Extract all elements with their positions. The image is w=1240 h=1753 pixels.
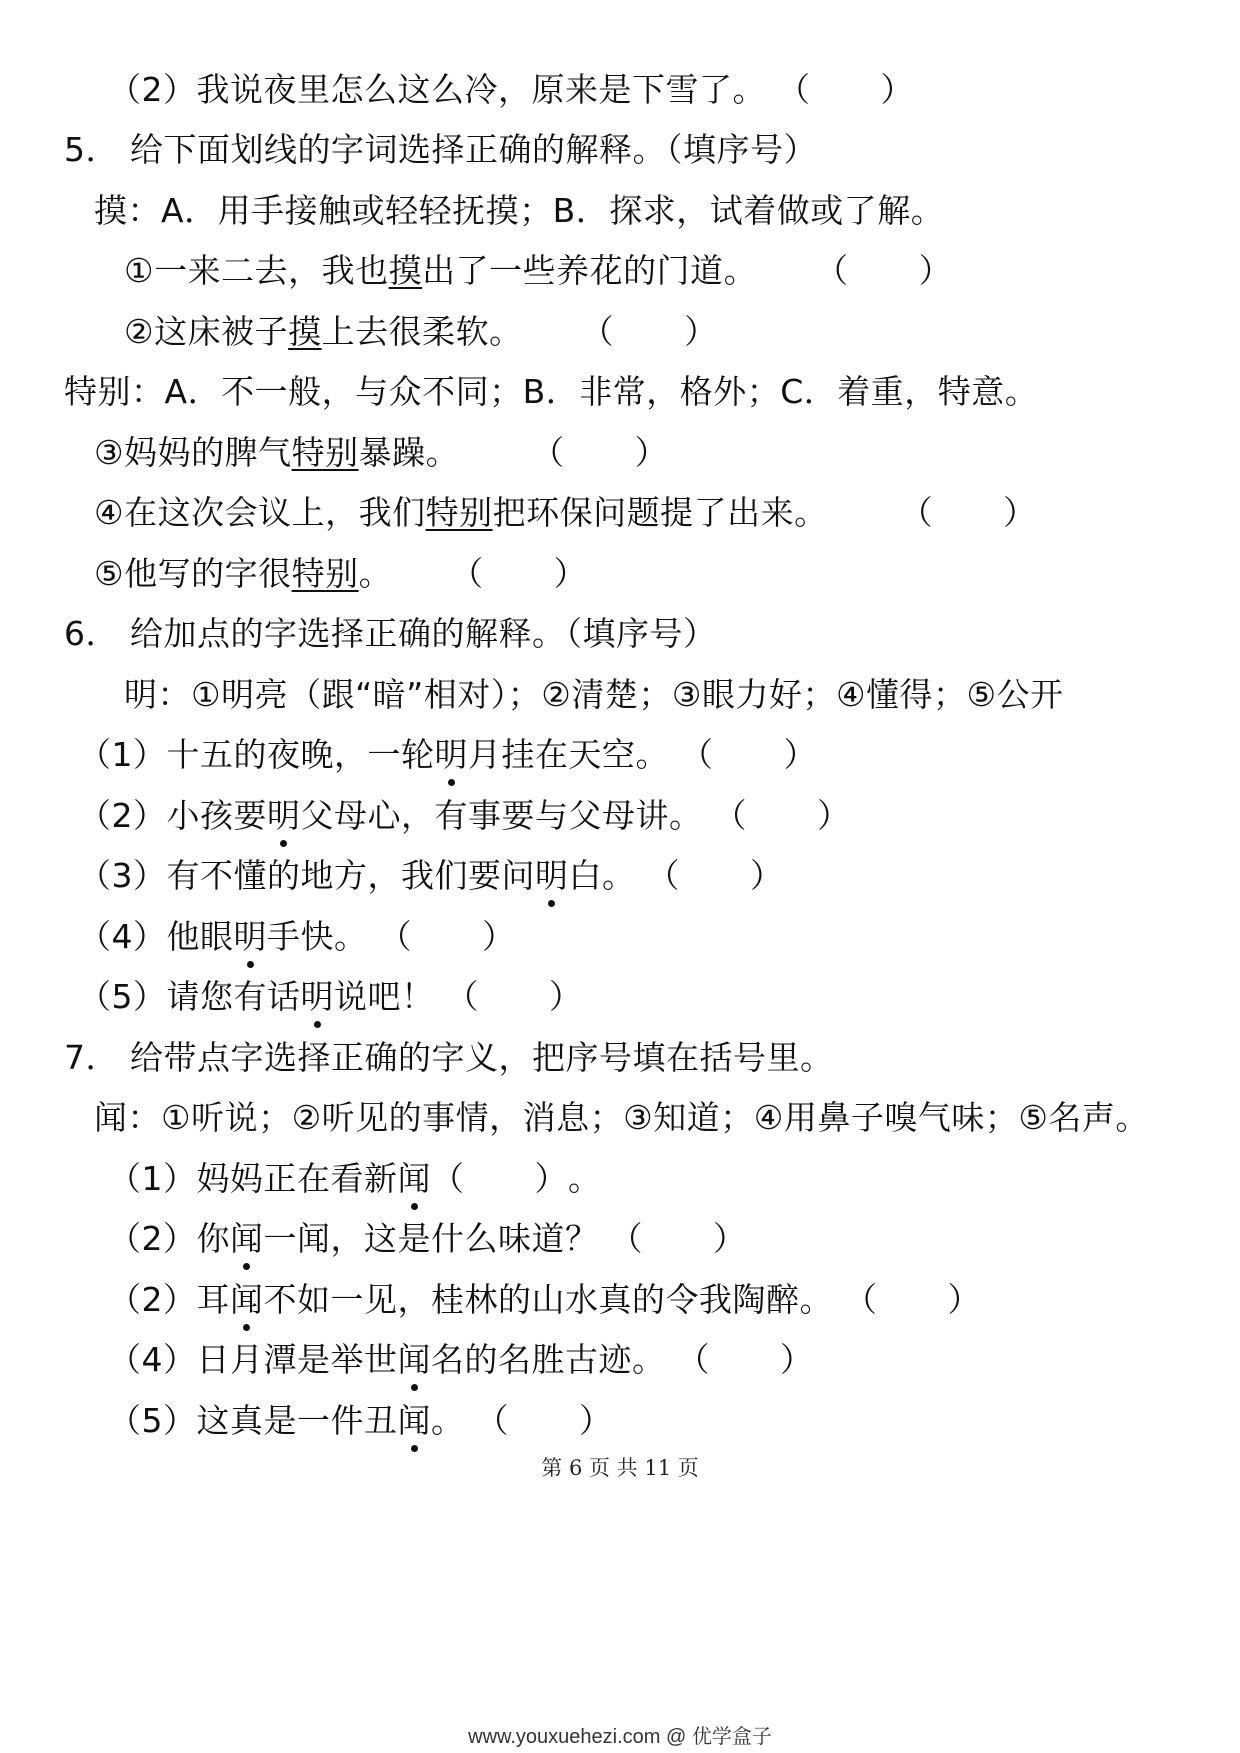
q7-item-5-dotted: 闻: [398, 1399, 432, 1443]
paren-open: （: [580, 312, 615, 351]
q6-item-2: [78, 794, 851, 838]
q5-item-2-post: 上去很柔软。: [321, 312, 523, 351]
answer-blank[interactable]: [844, 1278, 981, 1322]
paren-close: ）: [1003, 493, 1037, 532]
q7-item-2-pre: （2）你: [108, 1219, 230, 1258]
answer-blank[interactable]: [714, 794, 851, 838]
answer-blank[interactable]: [446, 975, 583, 1019]
q5-item-1-post: 出了一些养花的门道。: [422, 251, 758, 290]
q5-item-4: [94, 491, 1037, 535]
q7-item-3: [108, 1278, 981, 1322]
q7-item-2-post: 一闻，这是什么味道？: [263, 1219, 599, 1258]
q5-item-4-underlined: 特别: [425, 493, 493, 532]
q5-item-5-pre: ⑤他写的字很: [94, 554, 292, 593]
q5-mo-definition-text: 摸：A．用手接触或轻轻抚摸；B．探求，试着做或了解。: [94, 191, 945, 230]
paren-open: （: [777, 70, 811, 109]
paren-open: （: [431, 1159, 465, 1198]
paren-close: ）: [534, 1159, 568, 1198]
q7-item-4-post: 名的名胜古迹。: [431, 1340, 666, 1379]
q5-item-3: [94, 431, 668, 475]
q5-item-5-underlined: 特别: [291, 554, 359, 593]
q7-title: [64, 1036, 834, 1080]
q5-item-1-pre: ①一来二去，我也: [124, 251, 389, 290]
q5-item-4-post: 把环保问题提了出来。: [492, 493, 828, 532]
q6-item-1-post: 月挂在天空。: [468, 735, 669, 774]
paren-close: ）: [880, 70, 914, 109]
q6-item-4: [78, 915, 516, 959]
q6-item-1: [78, 733, 817, 777]
paren-close: ）: [947, 1280, 981, 1319]
q4-item-2-text: （2）我说夜里怎么这么冷，原来是下雪了。: [108, 70, 766, 109]
q6-item-1-pre: （1）十五的夜晚，一轮: [78, 735, 435, 774]
answer-blank[interactable]: [610, 1217, 747, 1261]
q6-title-text: 6． 给加点的字选择正确的解释。（填序号）: [64, 614, 717, 653]
answer-blank[interactable]: [815, 249, 952, 293]
paren-open: （: [899, 493, 934, 532]
q6-title: [64, 612, 717, 656]
q6-ming-definition-text: 明：①明亮（跟“暗”相对）；②清楚；③眼力好；④懂得；⑤公开: [124, 675, 1064, 714]
q7-item-5-pre: （5）这真是一件丑: [108, 1401, 398, 1440]
q6-item-5: [78, 975, 583, 1019]
q5-title-text: 5． 给下面划线的字词选择正确的解释。（填序号）: [64, 130, 817, 169]
q7-item-2: [108, 1217, 747, 1261]
answer-blank[interactable]: [647, 854, 784, 898]
q7-item-5-post: 。: [431, 1401, 465, 1440]
paren-open: （: [646, 856, 680, 895]
q6-item-2-dotted: 明: [267, 794, 301, 838]
q5-item-4-pre: ④在这次会议上，我们: [94, 493, 426, 532]
answer-blank[interactable]: [450, 552, 587, 596]
q6-item-1-dotted: 明: [435, 733, 469, 777]
q7-item-3-post: 不如一见，桂林的山水真的令我陶醉。: [263, 1280, 833, 1319]
q6-item-4-dotted: 明: [234, 915, 268, 959]
paren-close: ）: [817, 796, 851, 835]
q5-item-1: [124, 249, 952, 293]
paren-open: （: [531, 433, 565, 472]
page-footer: [0, 1452, 1240, 1482]
q5-item-2: [124, 310, 718, 354]
q6-item-3-dotted: 明: [535, 854, 569, 898]
q6-item-2-pre: （2）小孩要: [78, 796, 267, 835]
q7-item-1-pre: （1）妈妈正在看新: [108, 1159, 398, 1198]
paren-close: ）: [684, 312, 718, 351]
q6-item-3-pre: （3）有不懂的地方，我们要问: [78, 856, 535, 895]
paren-close: ）: [553, 554, 588, 593]
q6-item-4-pre: （4）他眼: [78, 917, 234, 956]
q6-item-5-post: 说吧！: [334, 977, 435, 1016]
q7-item-3-pre: （2）耳: [108, 1280, 230, 1319]
q4-item-2: [108, 68, 914, 112]
paren-close: ）: [783, 735, 817, 774]
paren-close: ）: [918, 251, 953, 290]
watermark-text: www.youxuehezi.com @ 优学盒子: [468, 1726, 772, 1748]
q6-item-5-pre: （5）请您有话: [78, 977, 301, 1016]
q7-wen-definition-text: 闻：①听说；②听见的事情，消息；③知道；④用鼻子嗅气味；⑤名声。: [94, 1098, 1149, 1137]
q6-item-3: [78, 854, 784, 898]
q7-item-4: [108, 1338, 814, 1382]
q7-item-5: [108, 1399, 613, 1443]
q5-item-1-underlined: 摸: [388, 251, 423, 290]
paren-open: （: [445, 977, 479, 1016]
answer-blank[interactable]: [680, 733, 817, 777]
q7-item-1-tail: 。: [568, 1159, 602, 1198]
answer-blank[interactable]: [581, 310, 718, 354]
q5-mo-definition: [94, 189, 944, 233]
q6-item-3-post: 白。: [568, 856, 636, 895]
paren-close: ）: [482, 917, 516, 956]
answer-blank[interactable]: [900, 491, 1037, 535]
answer-blank[interactable]: [677, 1338, 814, 1382]
q7-item-4-dotted: 闻: [398, 1338, 432, 1382]
q5-item-3-post: 暴躁。: [358, 433, 460, 472]
q6-item-5-dotted: 明: [301, 975, 335, 1019]
paren-open: （: [450, 554, 484, 593]
paren-open: （: [815, 251, 849, 290]
q5-item-5-post: 。: [358, 554, 393, 593]
answer-blank[interactable]: [476, 1399, 613, 1443]
answer-blank[interactable]: [777, 68, 914, 112]
q7-item-2-dotted: 闻: [230, 1217, 264, 1261]
paren-close: ）: [750, 856, 784, 895]
q5-item-2-pre: ②这床被子: [124, 312, 289, 351]
paren-open: （: [676, 1340, 710, 1379]
q6-item-2-post: 父母心，有事要与父母讲。: [300, 796, 703, 835]
q5-item-3-pre: ③妈妈的脾气: [94, 433, 292, 472]
q5-tebie-definition-text: 特别：A．不一般，与众不同；B．非常，格外；C．着重，特意。: [64, 372, 1039, 411]
q5-title: [64, 128, 817, 172]
watermark: [0, 1720, 1240, 1749]
paren-close: ）: [634, 433, 669, 472]
paren-open: （: [378, 917, 412, 956]
answer-blank[interactable]: [531, 431, 668, 475]
q7-item-3-dotted: 闻: [230, 1278, 264, 1322]
q5-item-5: [94, 552, 587, 596]
paren-close: ）: [549, 977, 583, 1016]
q7-item-1: [108, 1157, 602, 1201]
page-number: 第 6 页 共 11 页: [541, 1456, 699, 1480]
q7-title-text: 7． 给带点字选择正确的字义，把序号填在括号里。: [64, 1038, 834, 1077]
paren-open: （: [680, 735, 714, 774]
q6-item-4-post: 手快。: [267, 917, 368, 956]
q5-item-3-underlined: 特别: [291, 433, 359, 472]
paren-close: ）: [579, 1401, 613, 1440]
paren-open: （: [609, 1219, 643, 1258]
paren-close: ）: [713, 1219, 747, 1258]
paren-open: （: [844, 1280, 878, 1319]
q7-item-4-pre: （4）日月潭是举世: [108, 1340, 398, 1379]
paren-open: （: [713, 796, 747, 835]
q5-tebie-definition: [64, 370, 1038, 414]
q7-item-1-dotted: 闻: [398, 1157, 432, 1201]
q7-wen-definition: [94, 1096, 1149, 1140]
q5-item-2-underlined: 摸: [288, 312, 322, 351]
paren-close: ）: [780, 1340, 814, 1379]
answer-blank[interactable]: [431, 1157, 568, 1201]
answer-blank[interactable]: [379, 915, 516, 959]
paren-open: （: [475, 1401, 509, 1440]
q6-ming-definition: [124, 673, 1064, 717]
